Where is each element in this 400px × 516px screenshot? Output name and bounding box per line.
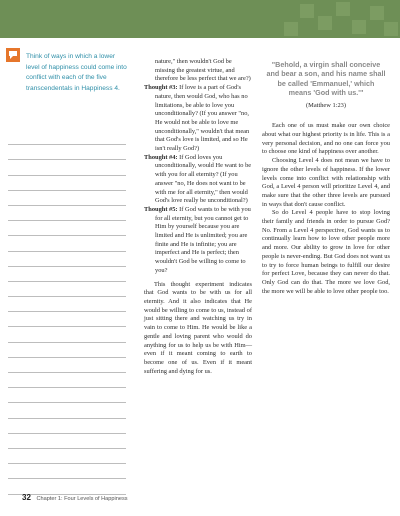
right-column	[262, 58, 390, 296]
page-footer	[22, 493, 128, 502]
chapter-title: Chapter 1: Four Levels of Happiness	[36, 496, 128, 502]
thought-4: Thought #4: If God loves you unconditionally, would He want to be with you for all eternity? (If you answer "no, He does not want to be with me for all eternity," then would God's love really be unconditional?)	[144, 153, 252, 205]
header-banner	[0, 0, 400, 38]
body-paragraph-3: So do Level 4 people have to stop loving their family and friends in order to pursue God? No. From a Level 4 perspective, God wants us to continually learn how to love other people more and more. Our ability to grow in love for other people is never-ending. But God does not want us to try to force human beings to fulfill our desire for perfect Love, because they can never do that. Only God can do that. The more we love God, the more we will be able to love other people too.	[262, 209, 390, 295]
thought-5: Thought #5: If God wants to be with you for all eternity, but you cannot get to Him by yourself because you are limited and He is unlimited; you are finite and He is infinite; you are imperfect and He is perfect; then wouldn't God be willing to come to you?	[144, 205, 251, 274]
middle-column	[144, 58, 252, 376]
body-paragraph-1: Each one of us must make our own choice about what our highest priority is in life. This is a very personal decision, and no one can force you to choose one kind of happiness over another.	[262, 122, 390, 156]
reflection-sidebar	[6, 46, 130, 94]
page-number: 32	[22, 493, 31, 502]
closing-paragraph: This thought experiment indicates that God wants to be with us for all eternity. And it also indicates that He would be willing to come to us, instead of just sitting there and watching us try in vain to come to Him. He would be like a gentle and loving parent who would do anything for us to help us be with Him—even if it meant coming to earth to become one of us. Even if it meant suffering and dying for us.	[144, 280, 252, 375]
scripture-reference: (Matthew 1:23)	[306, 101, 346, 109]
scripture-quote: "Behold, a virgin shall conceive and bear a son, and his name shall be called 'Emmanuel,' which means 'God with us.'"	[266, 60, 386, 98]
reflection-icon	[6, 48, 20, 62]
thought-2-tail: nature," then wouldn't God be missing the greatest virtue, and therefore be less perfect that we are?)	[155, 58, 251, 83]
thought-3: Thought #3: If love is a part of God's nature, then would God, who has no limitations, be able to love you unconditionally? (If you answer "no, He would not be able to love me unconditionally," wouldn't that mean that God's love is limited, and so He isn't really God?)	[144, 84, 250, 153]
answer-lines	[8, 130, 126, 495]
reflection-prompt: Think of ways in which a lower level of happiness could come into conflict with each of the five transcendentals in Happiness 4.	[26, 53, 127, 92]
body-paragraph-2: Choosing Level 4 does not mean we have to ignore the other levels of happiness. If the lower levels come into conflict with relationship with God, a Level 4 person will prioritize Level 4, and make sure that the other three levels are pursued in ways that don't cause conflict.	[262, 157, 390, 208]
